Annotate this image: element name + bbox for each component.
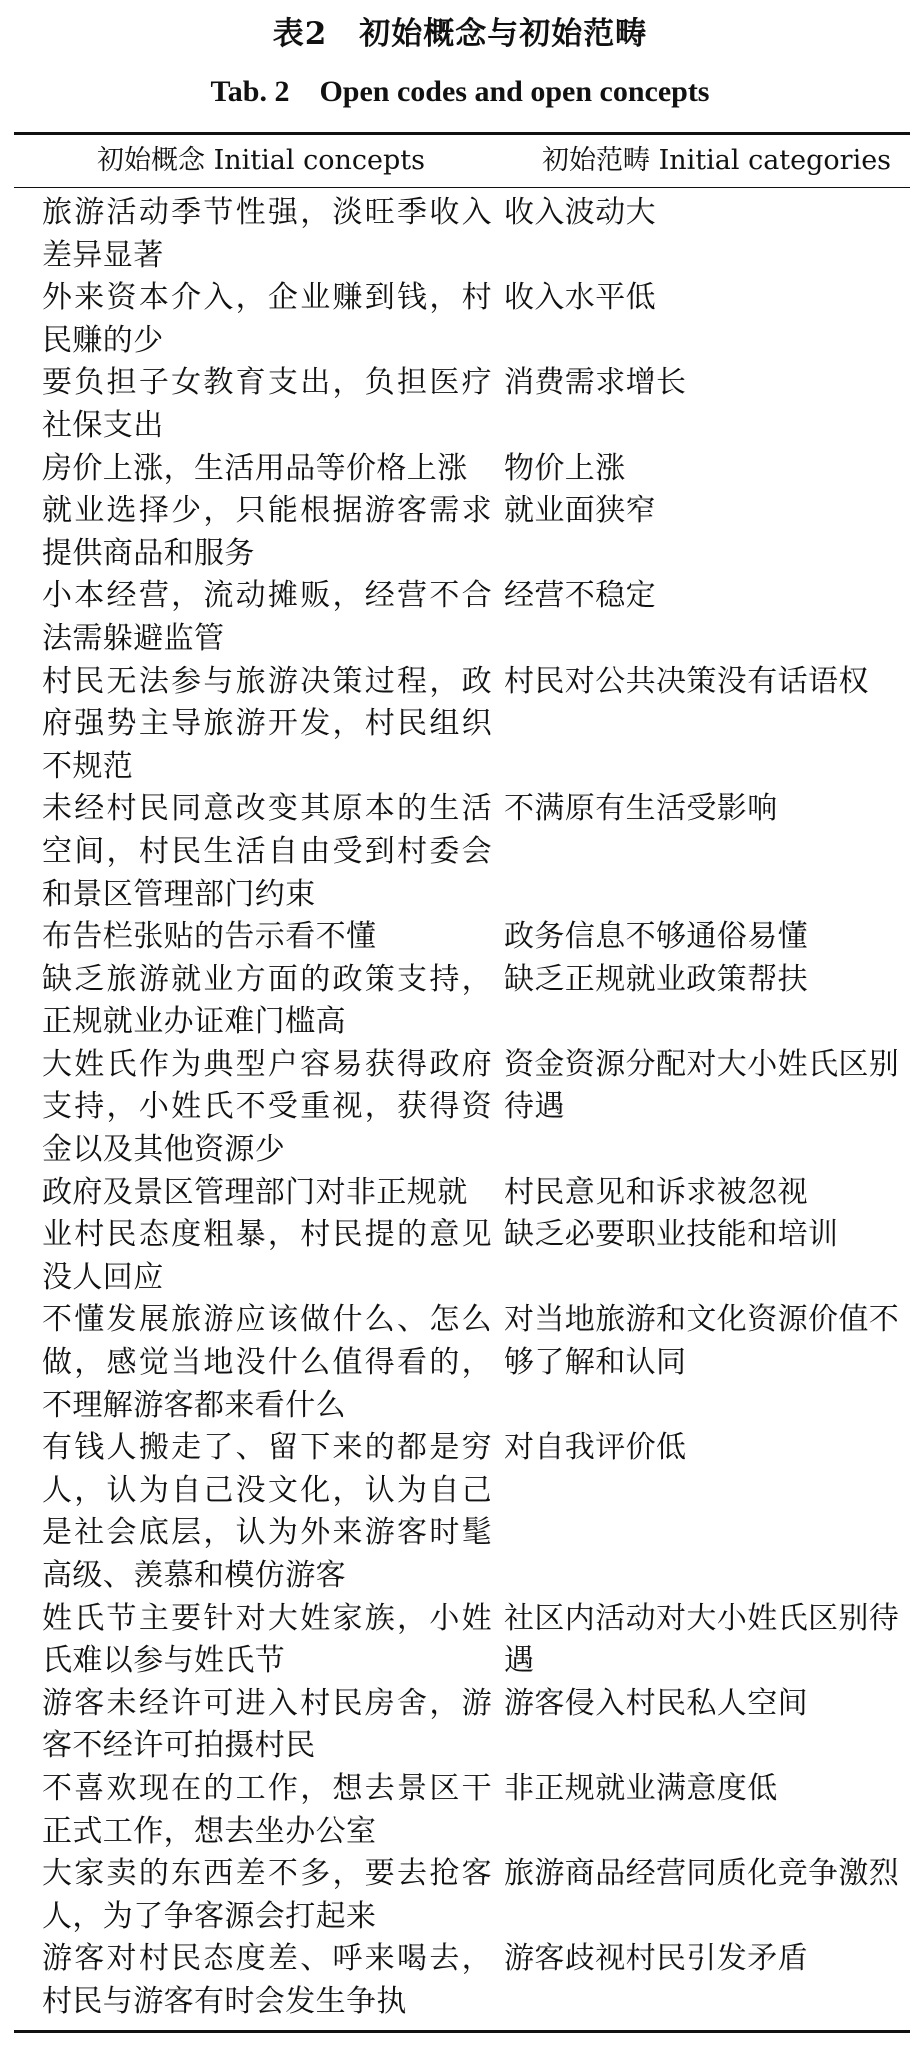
cell-initial-category: 收入水平低 [504,280,656,316]
cell-initial-category: 消费需求增长 [504,365,687,401]
cell-initial-concept: 游客对村民态度差、呼来喝去，村民与游客有时会发生争执 [42,1941,492,2019]
table-row [14,362,910,447]
cell-initial-concept: 不懂发展旅游应该做什么、怎么做，感觉当地没什么值得看的，不理解游客都来看什么 [42,1302,492,1423]
cell-initial-concept: 就业选择少，只能根据游客需求提供商品和服务 [42,493,492,571]
cell-initial-category: 村民意见和诉求被忽视 [504,1174,808,1210]
cell-initial-category: 游客侵入村民私人空间 [504,1685,808,1721]
table-row [14,1299,910,1427]
codes-table [14,132,910,2033]
header-initial-categories: 初始范畴 Initial categories [542,145,892,176]
table-row [14,277,910,362]
cell-initial-concept: 村民无法参与旅游决策过程，政府强势主导旅游开发，村民组织不规范 [42,663,492,784]
cell-initial-concept: 姓氏节主要针对大姓家族，小姓氏难以参与姓氏节 [42,1600,492,1679]
table-row [14,575,910,660]
cell-initial-category: 就业面狭窄 [504,493,656,529]
table-row [14,1214,910,1299]
table-row [14,1044,910,1172]
cell-initial-category: 缺乏必要职业技能和培训 [504,1217,839,1253]
table-row [14,1938,910,2023]
table-row [14,1768,910,1853]
cell-initial-concept: 业村民态度粗暴，村民提的意见没人回应 [42,1217,492,1295]
cell-initial-category: 政务信息不够通俗易懂 [504,919,808,955]
header-initial-concepts: 初始概念 Initial concepts [97,145,425,176]
cell-initial-concept: 有钱人搬走了、留下来的都是穷人，认为自己没文化，认为自己是社会底层，认为外来游客时髦高级、羡慕和模仿游客 [42,1430,492,1593]
table-row [14,916,910,959]
table-row [14,1683,910,1768]
cell-initial-concept: 大家卖的东西差不多，要去抢客人，为了争客源会打起来 [42,1856,492,1934]
table-row [14,192,910,277]
cell-initial-concept: 外来资本介入，企业赚到钱，村民赚的少 [42,280,492,358]
cell-initial-concept: 房价上涨，生活用品等价格上涨 [42,450,468,486]
table-row [14,1427,910,1597]
table-row [14,1853,910,1938]
cell-initial-category: 村民对公共决策没有话语权 [504,663,869,699]
cell-initial-category: 缺乏正规就业政策帮扶 [504,961,808,997]
cell-initial-concept: 小本经营，流动摊贩，经营不合法需躲避监管 [42,578,492,656]
table-body [14,188,910,2030]
cell-initial-concept: 不喜欢现在的工作，想去景区干正式工作，想去坐办公室 [42,1770,492,1849]
table-caption-english: Tab. 2 Open codes and open concepts [210,75,710,108]
cell-initial-category: 对当地旅游和文化资源价值不够了解和认同 [504,1302,900,1381]
cell-initial-category: 游客歧视村民引发矛盾 [504,1941,808,1977]
table-row [14,788,910,916]
cell-initial-concept: 布告栏张贴的告示看不懂 [42,919,377,955]
cell-initial-concept: 大姓氏作为典型户容易获得政府支持，小姓氏不受重视，获得资金以及其他资源少 [42,1046,492,1168]
cell-initial-category: 收入波动大 [504,195,656,230]
cell-initial-concept: 旅游活动季节性强，淡旺季收入差异显著 [42,195,492,273]
cell-initial-category: 资金资源分配对大小姓氏区别待遇 [504,1046,900,1125]
cell-initial-category: 经营不稳定 [504,578,656,614]
cell-initial-concept: 政府及景区管理部门对非正规就 [42,1174,468,1210]
cell-initial-concept: 未经村民同意改变其原本的生活空间，村民生活自由受到村委会和景区管理部门约束 [42,791,492,912]
table-row [14,1598,910,1683]
cell-initial-category: 社区内活动对大小姓氏区别待遇 [504,1600,900,1679]
table-header-row [14,135,910,188]
cell-initial-category: 物价上涨 [504,450,626,486]
table-caption-chinese: 表2 初始概念与初始范畴 [272,16,648,52]
cell-initial-concept: 缺乏旅游就业方面的政策支持，正规就业办证难门槛高 [42,961,492,1040]
table-row [14,1172,910,1215]
cell-initial-category: 非正规就业满意度低 [504,1770,778,1806]
cell-initial-concept: 要负担子女教育支出，负担医疗社保支出 [42,365,492,443]
table-row [14,661,910,789]
cell-initial-concept: 游客未经许可进入村民房舍，游客不经许可拍摄村民 [42,1685,492,1764]
cell-initial-category: 不满原有生活受影响 [504,791,778,827]
cell-initial-category: 旅游商品经营同质化竞争激烈 [504,1856,900,1892]
cell-initial-category: 对自我评价低 [504,1430,687,1466]
table-row [14,490,910,575]
table-row [14,448,910,491]
table-row [14,959,910,1044]
